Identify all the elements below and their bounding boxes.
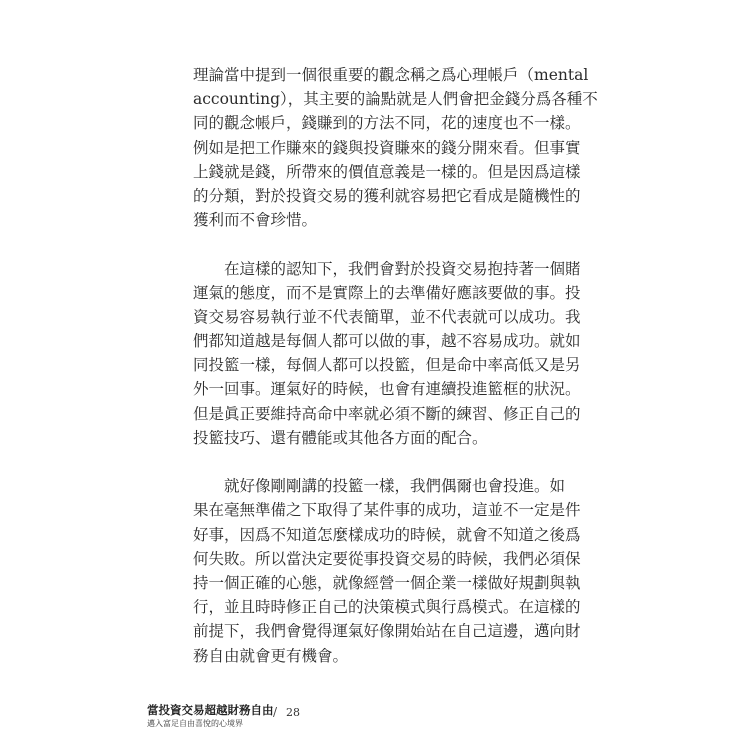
paragraph (193, 474, 581, 668)
text-line: 果在毫無準備之下取得了某件事的成功，這並不一定是件 (193, 501, 581, 520)
text-line: 在這樣的認知下，我們會對於投資交易抱持著一個賭 (193, 259, 581, 278)
text-line: 好事，因爲不知道怎麼樣成功的時候，就會不知道之後爲 (193, 525, 581, 544)
text-line: 就好像剛剛講的投籃一樣，我們偶爾也會投進。如 (193, 477, 566, 496)
text-line: 何失敗。所以當決定要從事投資交易的時候，我們必須保 (193, 549, 581, 568)
text-line: 持一個正確的心態，就像經營一個企業一樣做好規劃與執 (193, 573, 581, 592)
paragraph-gap (193, 232, 558, 256)
text-line: 們都知道越是每個人都可以做的事，越不容易成功。就如 (193, 332, 581, 351)
book-title: 當投資交易超越財務自由 (147, 703, 274, 717)
text-line: 行，並且時時修正自己的決策模式與行爲模式。在這樣的 (193, 598, 581, 617)
page-number: 28 (286, 706, 300, 719)
footer-separator: / (273, 705, 278, 719)
text-line: 運氣的態度，而不是實際上的去準備好應該要做的事。投 (193, 283, 581, 302)
text-line: 例如是把工作賺來的錢與投資賺來的錢分開來看。但事實 (193, 138, 581, 157)
text-line: 同投籃一樣，每個人都可以投籃，但是命中率高低又是另 (193, 356, 581, 375)
text-line: 獲利而不會珍惜。 (193, 211, 318, 230)
page-footer (143, 702, 443, 732)
text-line: 務自由就會更有機會。 (193, 646, 349, 665)
text-line: accounting），其主要的論點就是人們會把金錢分爲各種不 (193, 90, 598, 109)
text-line: 資交易容易執行並不代表簡單，並不代表就可以成功。我 (193, 307, 581, 326)
paragraph (193, 257, 581, 451)
text-line: 外一回事。運氣好的時候，也會有連續投進籃框的狀況。 (193, 380, 581, 399)
paragraph (193, 63, 598, 232)
paragraph-gap (193, 450, 558, 474)
text-line: 但是眞正要維持高命中率就必須不斷的練習、修正自己的 (193, 404, 581, 423)
text-line: 前提下，我們會覺得運氣好像開始站在自己這邊，邁向財 (193, 622, 581, 641)
text-line: 的分類，對於投資交易的獲利就容易把它看成是隨機性的 (193, 186, 581, 205)
text-line: 上錢就是錢，所帶來的價值意義是一樣的。但是因爲這樣 (193, 162, 581, 181)
text-line: 投籃技巧、還有體能或其他各方面的配合。 (193, 428, 488, 447)
book-subtitle: 邁入富足自由喜悅的心境界 (147, 719, 243, 728)
text-line: 同的觀念帳戶，錢賺到的方法不同，花的速度也不一樣。 (193, 114, 581, 133)
body-text (193, 63, 598, 668)
text-line: 理論當中提到一個很重要的觀念稱之爲心理帳戶（mental (193, 66, 589, 84)
